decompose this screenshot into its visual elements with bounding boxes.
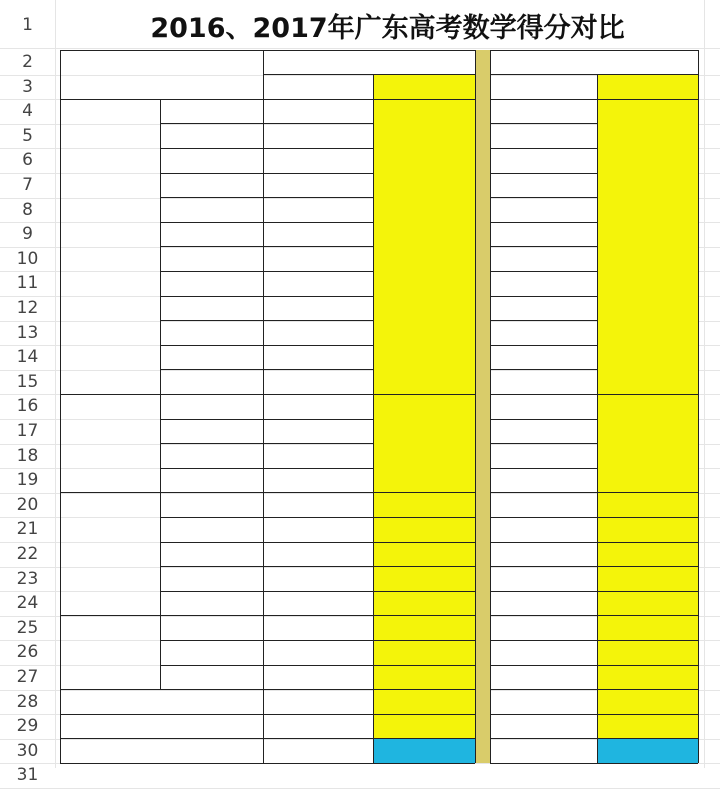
table-border <box>160 665 475 666</box>
arts-2017-score <box>373 542 475 567</box>
sheet-title: 2016、2017年广东高考数学得分对比 <box>150 12 625 44</box>
table-border <box>490 443 597 444</box>
sci-2017-score <box>597 517 698 542</box>
question-number <box>160 321 263 346</box>
table-border <box>490 665 698 666</box>
summary-arts-2017 <box>373 690 475 715</box>
row-number: 6 <box>22 150 33 171</box>
question-number <box>160 345 263 370</box>
table-border <box>160 419 373 420</box>
arts-2016-score <box>263 419 373 444</box>
table-border <box>490 738 698 739</box>
table-border <box>160 271 373 272</box>
header-arts-2017 <box>373 75 475 100</box>
sci-2016-score <box>490 616 597 641</box>
row-number: 19 <box>16 470 39 491</box>
arts-2017-score <box>373 567 475 592</box>
table-border <box>490 394 698 395</box>
sci-2016-score <box>490 370 597 395</box>
table-border <box>490 345 597 346</box>
table-border <box>160 369 373 370</box>
table-border <box>60 714 475 715</box>
sci-2017-score <box>597 542 698 567</box>
question-number <box>160 542 263 567</box>
arts-2017-group-score <box>373 99 475 394</box>
table-border <box>60 492 475 493</box>
table-border <box>160 123 373 124</box>
column-gutter <box>475 50 490 763</box>
header-sci-2016 <box>490 75 597 100</box>
table-border <box>490 369 597 370</box>
table-border <box>160 148 373 149</box>
table-border <box>490 271 597 272</box>
summary-sci-2016 <box>490 714 597 739</box>
arts-2017-score <box>373 640 475 665</box>
group-label <box>60 99 160 394</box>
table-border <box>160 99 161 689</box>
sci-2016-score <box>490 345 597 370</box>
arts-2016-score <box>263 567 373 592</box>
table-border <box>60 738 475 739</box>
table-border <box>597 75 598 764</box>
group-label <box>60 616 160 690</box>
summary-arts-2017 <box>373 739 475 764</box>
sci-2016-score <box>490 444 597 469</box>
table-border <box>490 222 597 223</box>
table-border <box>263 50 264 763</box>
row-number: 24 <box>16 593 39 614</box>
table-border <box>60 689 475 690</box>
table-border <box>160 640 475 641</box>
question-number <box>160 222 263 247</box>
row-number: 20 <box>16 494 39 515</box>
table-border <box>490 173 597 174</box>
table-border <box>490 123 597 124</box>
table-border <box>490 320 597 321</box>
arts-2016-score <box>263 542 373 567</box>
header-question-no <box>60 50 263 99</box>
summary-arts-2016 <box>263 714 373 739</box>
table-border <box>475 50 476 763</box>
row-number: 26 <box>16 642 39 663</box>
table-border <box>490 714 698 715</box>
arts-2017-score <box>373 591 475 616</box>
sci-2017-score <box>597 591 698 616</box>
question-number <box>160 468 263 493</box>
sci-2017-score <box>597 616 698 641</box>
arts-2016-score <box>263 517 373 542</box>
sci-2017-score <box>597 640 698 665</box>
table-border <box>490 615 698 616</box>
row-number: 12 <box>16 298 39 318</box>
table-border <box>60 394 475 395</box>
row-number: 5 <box>22 125 33 146</box>
table-border <box>60 50 61 763</box>
question-number <box>160 124 263 149</box>
table-border <box>490 763 698 764</box>
table-border <box>160 296 373 297</box>
sci-2016-score <box>490 665 597 690</box>
sci-2016-score <box>490 173 597 198</box>
table-border <box>160 173 373 174</box>
arts-2016-score <box>263 591 373 616</box>
sci-2016-score <box>490 517 597 542</box>
summary-label <box>60 739 263 764</box>
table-border <box>490 419 597 420</box>
row-number: 13 <box>16 322 39 343</box>
arts-2016-score <box>263 616 373 641</box>
header-sci-2017 <box>597 75 698 100</box>
gridline <box>704 0 705 768</box>
row-number: 2 <box>22 52 33 72</box>
question-number <box>160 271 263 296</box>
table-border <box>490 50 698 51</box>
table-border <box>490 197 597 198</box>
table-border <box>490 492 698 493</box>
arts-2016-score <box>263 665 373 690</box>
sci-2016-score <box>490 99 597 124</box>
question-number <box>160 567 263 592</box>
arts-2016-score <box>263 394 373 419</box>
summary-arts-2017 <box>373 714 475 739</box>
table-border <box>373 75 374 764</box>
table-border <box>160 197 373 198</box>
arts-2016-score <box>263 640 373 665</box>
question-number <box>160 148 263 173</box>
arts-2016-score <box>263 271 373 296</box>
summary-sci-2017 <box>597 739 698 764</box>
table-border <box>490 246 597 247</box>
table-border <box>490 517 698 518</box>
question-number <box>160 640 263 665</box>
row-number: 27 <box>16 667 39 687</box>
row-number: 17 <box>16 421 39 441</box>
table-border <box>160 222 373 223</box>
row-number: 22 <box>16 544 39 564</box>
gridline <box>55 0 56 768</box>
question-number <box>160 493 263 518</box>
arts-2016-score <box>263 124 373 149</box>
question-number <box>160 591 263 616</box>
table-border <box>160 246 373 247</box>
sci-2016-score <box>490 222 597 247</box>
table-border <box>60 615 475 616</box>
sci-2016-score <box>490 640 597 665</box>
table-border <box>60 99 475 100</box>
arts-2016-score <box>263 173 373 198</box>
arts-2017-score <box>373 616 475 641</box>
summary-label <box>60 714 263 739</box>
row-number: 11 <box>16 273 39 294</box>
arts-2016-score <box>263 148 373 173</box>
question-number <box>160 665 263 690</box>
summary-label <box>60 690 263 715</box>
sci-2016-score <box>490 321 597 346</box>
table-border <box>490 640 698 641</box>
question-number <box>160 616 263 641</box>
row-number: 31 <box>16 765 39 786</box>
summary-sci-2017 <box>597 714 698 739</box>
row-number: 16 <box>16 396 39 417</box>
table-border <box>490 591 698 592</box>
arts-2017-score <box>373 665 475 690</box>
arts-2016-score <box>263 493 373 518</box>
table-border <box>698 50 699 763</box>
sci-2016-score <box>490 567 597 592</box>
summary-arts-2016 <box>263 690 373 715</box>
row-number: 8 <box>22 199 33 220</box>
sci-2016-score <box>490 468 597 493</box>
sci-2016-score <box>490 591 597 616</box>
table-border <box>160 566 475 567</box>
table-border <box>490 148 597 149</box>
arts-2016-score <box>263 99 373 124</box>
sci-2017-score <box>597 665 698 690</box>
summary-sci-2017 <box>597 690 698 715</box>
header-arts-2016 <box>263 75 373 100</box>
sci-2016-score <box>490 148 597 173</box>
question-number <box>160 247 263 272</box>
row-number: 1 <box>22 15 33 35</box>
group-label <box>60 493 160 616</box>
question-number <box>160 394 263 419</box>
table-border <box>160 320 373 321</box>
question-number <box>160 419 263 444</box>
row-number: 18 <box>16 445 39 466</box>
arts-2016-score <box>263 321 373 346</box>
arts-2016-score <box>263 345 373 370</box>
arts-2016-score <box>263 198 373 223</box>
sci-2016-score <box>490 394 597 419</box>
table-border <box>490 296 597 297</box>
row-number: 7 <box>22 175 33 195</box>
arts-2016-score <box>263 222 373 247</box>
row-number: 4 <box>22 101 33 122</box>
sci-2017-group-score <box>597 394 698 492</box>
question-number <box>160 517 263 542</box>
table-border <box>160 591 475 592</box>
sci-2017-score <box>597 567 698 592</box>
row-number: 23 <box>16 568 39 589</box>
sci-2016-score <box>490 124 597 149</box>
row-number: 3 <box>22 76 33 97</box>
summary-sci-2016 <box>490 739 597 764</box>
sci-2016-score <box>490 542 597 567</box>
row-number: 28 <box>16 691 39 712</box>
sci-2016-score <box>490 271 597 296</box>
sci-2016-score <box>490 247 597 272</box>
table-border <box>490 566 698 567</box>
table-border <box>263 74 475 75</box>
table-border <box>490 689 698 690</box>
arts-2017-score <box>373 517 475 542</box>
header-liberal-arts <box>263 50 475 75</box>
row-number: 25 <box>16 617 39 638</box>
table-border <box>160 542 475 543</box>
arts-2016-score <box>263 444 373 469</box>
table-border <box>60 763 475 764</box>
sci-2016-score <box>490 493 597 518</box>
table-border <box>60 50 475 51</box>
sci-2016-score <box>490 296 597 321</box>
question-number <box>160 99 263 124</box>
table-border <box>490 99 698 100</box>
arts-2017-score <box>373 493 475 518</box>
sci-2017-group-score <box>597 99 698 394</box>
sci-2016-score <box>490 419 597 444</box>
question-number <box>160 370 263 395</box>
row-number: 30 <box>16 740 39 761</box>
row-number: 21 <box>16 519 39 540</box>
row-number: 10 <box>16 248 39 269</box>
sci-2017-score <box>597 493 698 518</box>
question-number <box>160 173 263 198</box>
table-border <box>160 468 373 469</box>
summary-sci-2016 <box>490 690 597 715</box>
row-number: 9 <box>22 224 33 245</box>
question-number <box>160 198 263 223</box>
table-border <box>490 468 597 469</box>
table-border <box>160 345 373 346</box>
arts-2016-score <box>263 247 373 272</box>
header-science <box>490 50 698 75</box>
sci-2016-score <box>490 198 597 223</box>
table-border <box>490 542 698 543</box>
group-label <box>60 394 160 492</box>
row-number: 14 <box>16 347 39 368</box>
arts-2016-score <box>263 296 373 321</box>
table-border <box>160 443 373 444</box>
question-number <box>160 444 263 469</box>
arts-2017-group-score <box>373 394 475 492</box>
summary-arts-2016 <box>263 739 373 764</box>
row-number: 15 <box>16 371 39 392</box>
table-border <box>490 74 698 75</box>
table-border <box>490 50 491 763</box>
question-number <box>160 296 263 321</box>
row-number: 29 <box>16 716 39 737</box>
arts-2016-score <box>263 468 373 493</box>
table-border <box>160 517 475 518</box>
arts-2016-score <box>263 370 373 395</box>
